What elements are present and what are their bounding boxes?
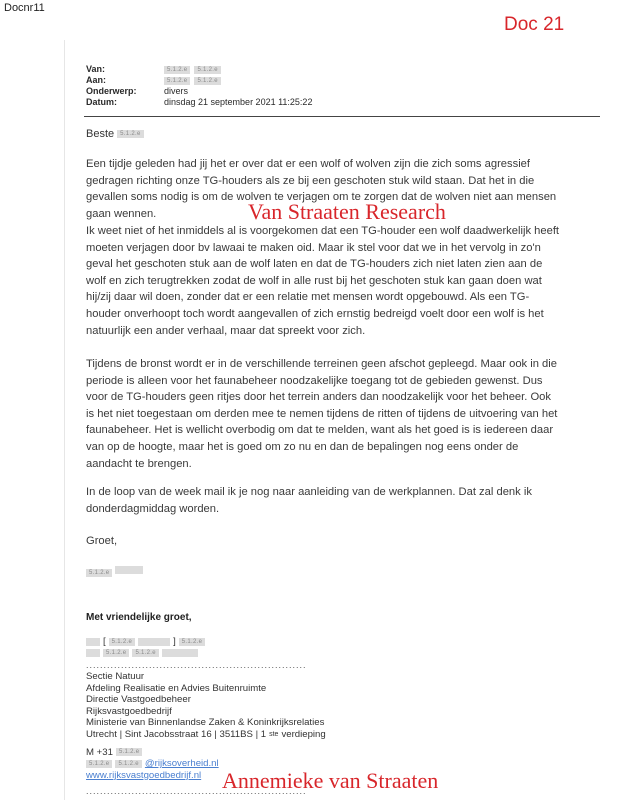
redaction [86,638,100,646]
paragraph-2: Ik weet niet of het inmiddels al is voorgekomen dat een TG-houder een wolf daadwerkelijk heeft moeten verjagen door bv lawaai te maken oid. Maar ik stel voor dat we in het vervolg in zo'n geval het geschoten stuk aan de wolf laten en dat de TG-houders zich niet laten zien aan de wolf en zich terugtrekken zodat de wolf in alle rust bij het geschoten stuk kan gaan doen wat hij/zij daar wil doen, zonder dat er een relatie met mensen wordt opgebouwd. Als een TG-houder onverhoopt toch wordt aangevallen of zich ernstig bedreigd voelt door een wolf is het natuurlijk een ander verhaal, maar dat spreekt voor zich. [86,225,560,337]
redaction: 5.1.2.e [132,649,158,657]
signature-redacted-lines [86,636,205,659]
subject-label: Onderwerp: [86,86,137,96]
to-label: Aan: [86,75,106,85]
paragraph-3: Tijdens de bronst wordt er in de verschillende terreinen geen afschot gepleegd. Maar ook in die periode is alleen voor het faunabeheer noodzakelijke toegang tot de gebieden gewenst. Dus voor de TG-houders geen ritjes door het terrein anders dan noodzakelijk voor het beheer. Ook is het niet toegestaan om derden mee te nemen tijdens de ritten of tijdens de uitvoering van het faunabeheer. Het is wellicht overbodig om dat te melden, want als het goed is is iedereen daar van op de hoogte, maar het is goed om zo nu en dan de bepalingen nog eens onder de aandacht te brengen. [86,358,558,470]
bracket-close: ] [173,636,176,647]
redaction [115,566,143,574]
phone-text: M +31 [86,746,113,758]
redaction [162,649,198,657]
redaction: 5.1.2.e [86,569,112,577]
date-value: dinsdag 21 september 2021 11:25:22 [164,97,313,107]
watermark-top: Van Straaten Research [248,199,446,224]
redaction: 5.1.2.e [194,77,220,85]
redaction: 5.1.2.e [86,760,112,768]
header-divider [84,116,600,117]
watermark-bottom: Annemieke van Straaten [222,768,439,793]
sign-off: Met vriendelijke groet, [86,612,192,623]
org-line: Directie Vastgoedbeheer [86,694,191,706]
greeting-text: Beste [86,128,115,140]
from-label: Van: [86,64,106,74]
subject-value: divers [164,86,189,96]
paragraph-4: In de loop van de week mail ik je nog naar aanleiding van de werkplannen. Dat zal denk ik donderdagmiddag worden. [86,486,532,515]
address-text: Utrecht | Sint Jacobsstraat 16 | 3511BS | 1 [86,728,267,740]
greeting [86,128,144,140]
sender-redacted [86,566,143,578]
org-line: Rijksvastgoedbedrijf [86,705,172,717]
redaction: 5.1.2.e [194,66,220,74]
email-link[interactable]: @rijksoverheid.nl [144,758,219,770]
redaction [86,649,100,657]
email-header [86,64,312,108]
redaction: 5.1.2.e [179,638,205,646]
redaction: 5.1.2.e [115,760,141,768]
address-line [86,729,326,741]
dotted-divider-bottom: ............................................................... [86,786,307,796]
org-line: Afdeling Realisatie en Advies Buitenruimte [86,682,267,694]
redaction: 5.1.2.e [103,649,129,657]
bracket-open: [ [103,636,106,647]
document-number: Docnr11 [4,2,45,14]
org-line: Sectie Natuur [86,671,145,682]
closing: Groet, [86,535,118,547]
paragraph-1: Een tijdje geleden had jij het er over dat er een wolf of wolven zijn die zich soms agressief gedragen richting onze TG-houders als ze bij een geschoten stuk wild staan. Dat het in die gevallen soms nodig is om de wolven te verjagen om te zorgen dat de wolven niet aan mensen gaan wennen. [86,158,557,220]
date-label: Datum: [86,97,117,107]
org-line: Ministerie van Binnenlandse Zaken & Koninkrijksrelaties [86,717,325,729]
redaction: 5.1.2.e [164,66,190,74]
redaction: 5.1.2.e [164,77,190,85]
organisation-block [86,671,326,781]
dotted-divider: ............................................................... [86,660,307,670]
redaction [138,638,170,646]
redaction: 5.1.2.e [116,748,142,756]
address-sup: ste [269,730,279,738]
address-tail: verdieping [281,728,326,740]
doc-label: Doc 21 [504,14,565,35]
phone-line [86,747,326,759]
redaction: 5.1.2.e [109,638,135,646]
redaction: 5.1.2.e [117,130,143,138]
website-link[interactable]: www.rijksvastgoedbedrijf.nl [86,769,202,781]
